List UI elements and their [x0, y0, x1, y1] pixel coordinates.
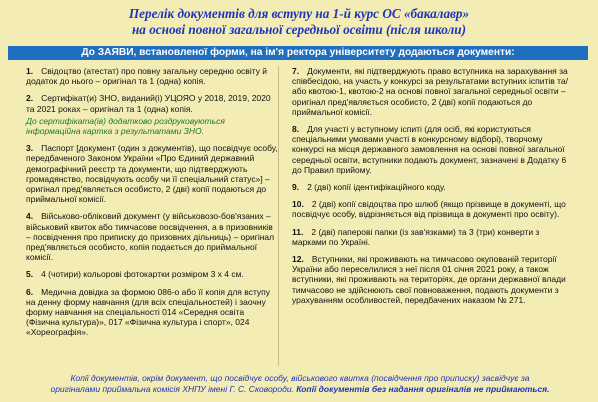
item-note: До сертифіката(ів) додатково роздруковуються інформаційна картка з результатами ЗНО. — [26, 115, 225, 137]
list-item — [292, 182, 574, 192]
item-number: 2. — [26, 93, 34, 104]
item-number: 6. — [26, 286, 34, 297]
item-text: Сертифікат(и) ЗНО, виданий(і) УЦОЯО у 2018, 2019, 2020 та 2021 роках – оригінал та 1 (одна) копія. — [26, 93, 271, 114]
item-text: Свідоцтво (атестат) про повну загальну середню освіту й додаток до нього – оригінал та 1 (одна) копія. — [26, 66, 268, 87]
list-item — [292, 124, 574, 175]
list-item — [292, 199, 574, 219]
list-item — [292, 254, 574, 305]
item-text: Медична довідка за формою 086-о або її копія для вступу на денну форму навчання (для всіх спеціальностей) і заочну форму навчання на спеціальності 014 «Середня освіта (Фізична культура)», 017 «Фізична культура і спорт», 024 «Хореографія». — [26, 286, 271, 338]
item-text: Вступники, які проживають на тимчасово окупованій території України або переселилися з неї після 01 січня 2021 року, а також вступники, які проживають на територіях, де органи державної влади тимчасово не здійснюють свої повноваження, подають документи з урахуванням особливостей, передбачених наказом № 271. — [292, 254, 566, 305]
item-text: Паспорт [документ (один з документів), що посвідчує особу, передбаченого Законом України «Про Єдиний державний демографічний реєстр та документи, що підтверджують громадянство, посвідчують особу чи її спеціальний статус»] – оригінал пред'являється особисто, 2 (дві) копії подаються до приймальної комісії. — [26, 143, 278, 205]
item-number: 1. — [26, 66, 34, 76]
item-text: Військово-обліковий документ (у військовозо-бов'язаних – військовий квиток або тимчасове посвідчення, а в призовників – посвідчення про приписку до призовних дільниць) – оригінал пред'являється особисто, копія подається до приймальної комісії. — [26, 211, 275, 263]
list-item — [26, 211, 278, 262]
list-item — [26, 66, 278, 86]
title-line-1: Перелік документів для вступу на 1-й курс ОС «бакалавр» — [128, 6, 470, 21]
list-item — [26, 269, 278, 279]
item-number: 4. — [26, 211, 34, 222]
list-item — [26, 287, 278, 338]
page-title — [0, 6, 598, 38]
left-column — [26, 66, 279, 366]
item-text: 2 (дві) паперові папки (із зав'язками) та 3 (три) конверти з марками по Україні. — [292, 226, 540, 247]
list-item — [292, 66, 574, 117]
footer-note — [20, 373, 580, 395]
item-text: 2 (дві) копії ідентифікаційного коду. — [307, 182, 446, 193]
item-text: 2 (дві) копії свідоцтва про шлюб (якщо прізвище в документі, що посвідчує особу, відрізняється від прізвища в документі про освіту). — [292, 199, 566, 220]
footer-line-2-part-1: оригіналами приймальна комісія ХНПУ імені Г. С. Сковороди. — [50, 384, 294, 394]
item-number: 12. — [292, 254, 304, 265]
list-item — [26, 143, 278, 204]
footer-line-1: Копії документів, окрім документ, що посвідчує особу, військового квитка (посвідчення про приписку) засвідчує за — [70, 373, 530, 383]
item-number: 3. — [26, 143, 34, 154]
item-text: 4 (чотири) кольорові фотокартки розміром 3 х 4 см. — [41, 269, 244, 280]
title-line-2: на основі повної загальної середньої освіти (після школи) — [131, 22, 466, 37]
item-number: 7. — [292, 66, 300, 76]
list-item — [292, 227, 574, 247]
right-column — [292, 66, 574, 366]
footer-line-2 — [20, 384, 580, 395]
item-text: Документи, які підтверджують право вступника на зарахування за співбесідою, на участь у конкурсі за результатами вступних іспитів та/або квотою-1, квотою-2 на основі повної загальної середньої освіти – оригінал пред'являється особисто, 2 (дві) копії подаються до приймальної комісії. — [292, 66, 569, 117]
item-number: 10. — [292, 199, 304, 210]
section-banner: До ЗАЯВИ, встановленої форми, на ім'я ректора університету додаються документи: — [8, 46, 588, 60]
footer-line-2-part-2: Копії документів без надання оригіналів не приймаються. — [296, 384, 550, 394]
item-number: 9. — [292, 182, 300, 193]
item-number: 11. — [292, 226, 304, 237]
list-item — [26, 93, 278, 113]
item-text: Для участі у вступному іспиті (для осіб, які користуються спеціальними умовами участі в конкурсному відборі), творчому конкурсі на місця державного замовлення на основі повної загальної середньої освіти, вступники подають документ, зазначені в Додатку 6 до Правил прийому. — [292, 124, 567, 175]
item-number: 5. — [26, 269, 34, 280]
item-number: 8. — [292, 124, 300, 135]
